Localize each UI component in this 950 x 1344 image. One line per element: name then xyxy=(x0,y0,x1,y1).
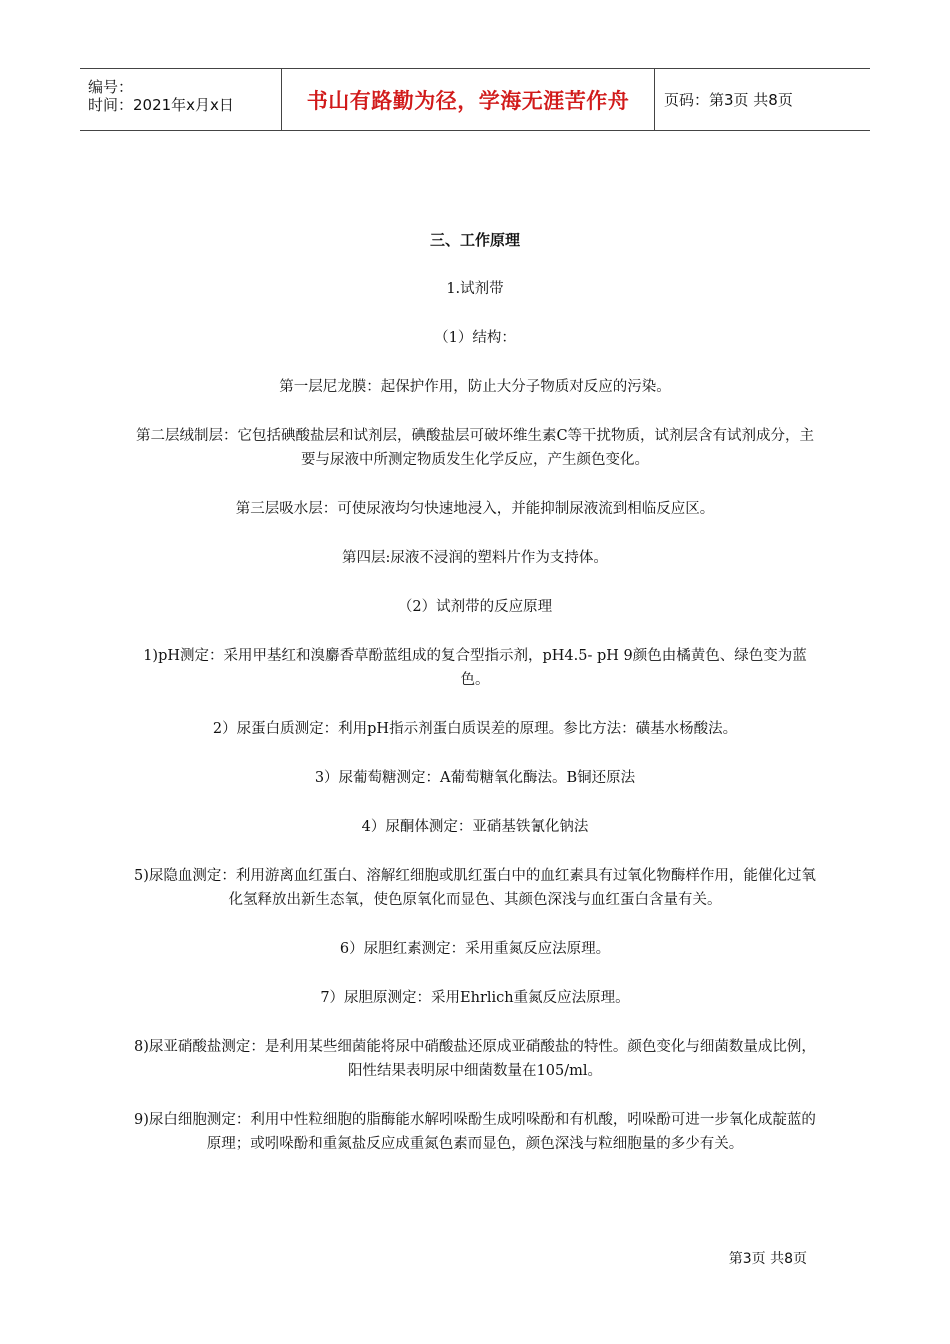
paragraph-layer-3: 第三层吸水层：可使尿液均匀快速地浸入，并能抑制尿液流到相临反应区。 xyxy=(235,501,715,517)
paragraph-urobilinogen: 7）尿胆原测定：采用Ehrlich重氮反应法原理。 xyxy=(320,990,630,1006)
paragraph-layer-2: 第二层绒制层：它包括碘酸盐层和试剂层，碘酸盐层可破坏维生素C等干扰物质，试剂层含有试剂成分，主要与尿液中所测定物质发生化学反应，产生颜色变化。 xyxy=(135,428,815,468)
header-motto: 书山有路勤为径，学海无涯苦作舟 xyxy=(281,69,655,130)
paragraph-nitrite: 8)尿亚硝酸盐测定：是利用某些细菌能将尿中硝酸盐还原成亚硝酸盐的特性。颜色变化与细菌数量成比例，阳性结果表明尿中细菌数量在105/ml。 xyxy=(134,1039,816,1079)
header-page-label: 页码：第3页 共8页 xyxy=(664,91,793,109)
paragraph-glucose: 3）尿葡萄糖测定：A葡萄糖氧化酶法。B铜还原法 xyxy=(314,770,636,786)
paragraph-ph: 1)pH测定：采用甲基红和溴麝香草酚蓝组成的复合型指示剂，pH4.5- pH 9颜色由橘黄色、绿色变为蓝色。 xyxy=(143,648,807,688)
section-title: 三、工作原理 xyxy=(429,231,520,249)
document-body xyxy=(130,228,820,1181)
header-time-label: 时间：2021年x月x日 xyxy=(88,95,234,114)
header-meta xyxy=(80,69,281,130)
page-footer: 第3页 共8页 xyxy=(728,1251,807,1267)
paragraph-layer-4: 第四层:尿液不浸润的塑料片作为支持体。 xyxy=(342,550,608,566)
paragraph-protein: 2）尿蛋白质测定：利用pH指示剂蛋白质误差的原理。参比方法：磺基水杨酸法。 xyxy=(212,721,738,737)
page-header xyxy=(80,68,870,131)
paragraph-layer-1: 第一层尼龙膜：起保护作用，防止大分子物质对反应的污染。 xyxy=(279,379,671,395)
paragraph-bilirubin: 6）尿胆红素测定：采用重氮反应法原理。 xyxy=(339,941,611,957)
paragraph-reagent-strip: 1.试剂带 xyxy=(446,281,504,297)
paragraph-reaction-principle: （2）试剂带的反应原理 xyxy=(397,599,553,615)
paragraph-occult-blood: 5)尿隐血测定：利用游离血红蛋白、溶解红细胞或肌红蛋白中的血红素具有过氧化物酶样作用，能催化过氧化氢释放出新生态氧，使色原氧化而显色、其颜色深浅与血红蛋白含量有关。 xyxy=(134,868,816,908)
paragraph-leukocyte: 9)尿白细胞测定：利用中性粒细胞的脂酶能水解吲哚酚生成吲哚酚和有机酸，吲哚酚可进一步氧化成靛蓝的原理；或吲哚酚和重氮盐反应成重氮色素而显色，颜色深浅与粒细胞量的多少有关。 xyxy=(134,1112,816,1152)
paragraph-structure: （1）结构： xyxy=(434,330,516,346)
paragraph-ketone: 4）尿酮体测定：亚硝基铁氰化钠法 xyxy=(361,819,589,835)
header-code-label: 编号： xyxy=(88,77,134,96)
